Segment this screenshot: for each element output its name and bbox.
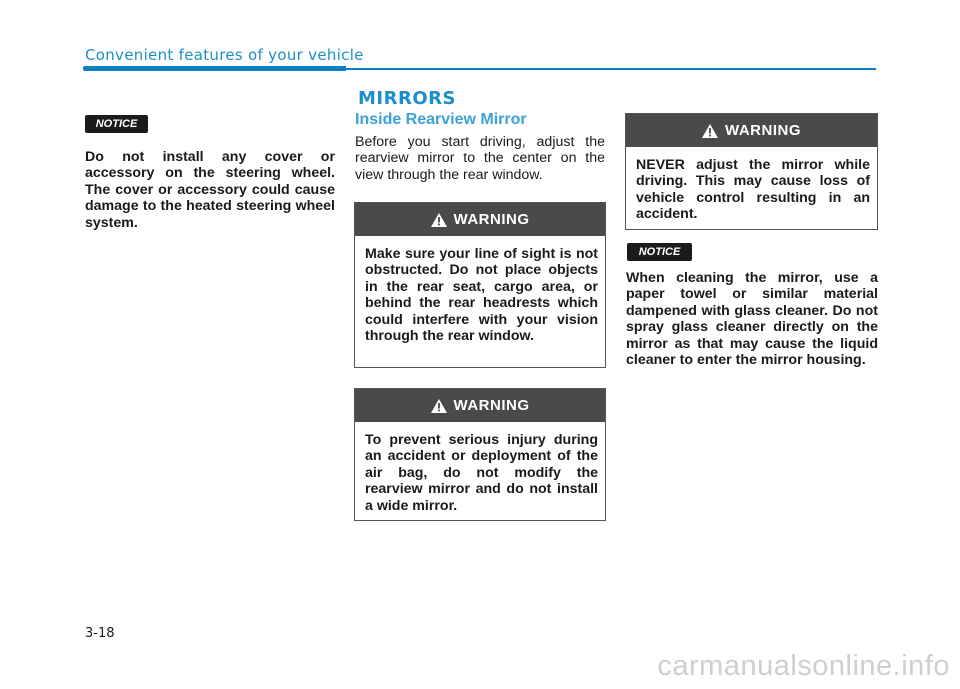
warning-label: WARNING [453,397,530,414]
notice-badge-left [85,115,148,133]
sub-title: Inside Rearview Mirror [355,111,527,128]
warning-text: NEVER adjust the mirror while driving. This may cause loss of vehicle control resulting in an accident. [636,157,870,223]
warning-header [626,114,877,147]
notice-badge-right [627,243,692,261]
warning-header [355,389,605,422]
warning-header [355,203,605,236]
notice-text-left: Do not install any cover or accessory on the steering wheel. The cover or accessory could cause damage to the heated steering wheel system. [85,149,335,231]
notice-label: NOTICE [638,246,681,258]
warning-box-adjust [625,113,878,230]
warning-box-sight [354,202,606,368]
warning-label: WARNING [725,122,801,139]
section-title: MIRRORS [358,88,456,109]
warning-box-airbag [354,388,606,521]
chapter-title: Convenient features of your vehicle [85,46,364,64]
warning-triangle-icon [431,213,447,227]
header-rule-thin [346,68,876,70]
warning-triangle-icon [431,399,447,413]
warning-text: To prevent serious injury during an accident or deployment of the air bag, do not modify the rearview mirror and do not install a wide mirror. [365,432,598,514]
page-number: 3-18 [85,626,115,641]
notice-text-right: When cleaning the mirror, use a paper towel or similar material dampened with glass cleaner. Do not spray glass cleaner directly on the mirror as that may cause the liquid cleaner to enter the mirror housing. [626,270,878,369]
warning-triangle-icon [702,124,718,138]
warning-text: Make sure your line of sight is not obstructed. Do not place objects in the rear seat, cargo area, or behind the rear headrests which could interfere with your vision through the rear window. [365,246,598,345]
notice-label: NOTICE [95,118,138,130]
intro-paragraph: Before you start driving, adjust the rearview mirror to the center on the view through the rear window. [355,134,605,183]
warning-label: WARNING [453,211,530,228]
watermark: carmanualsonline.info [657,650,950,682]
header-rule-thick [83,66,346,71]
